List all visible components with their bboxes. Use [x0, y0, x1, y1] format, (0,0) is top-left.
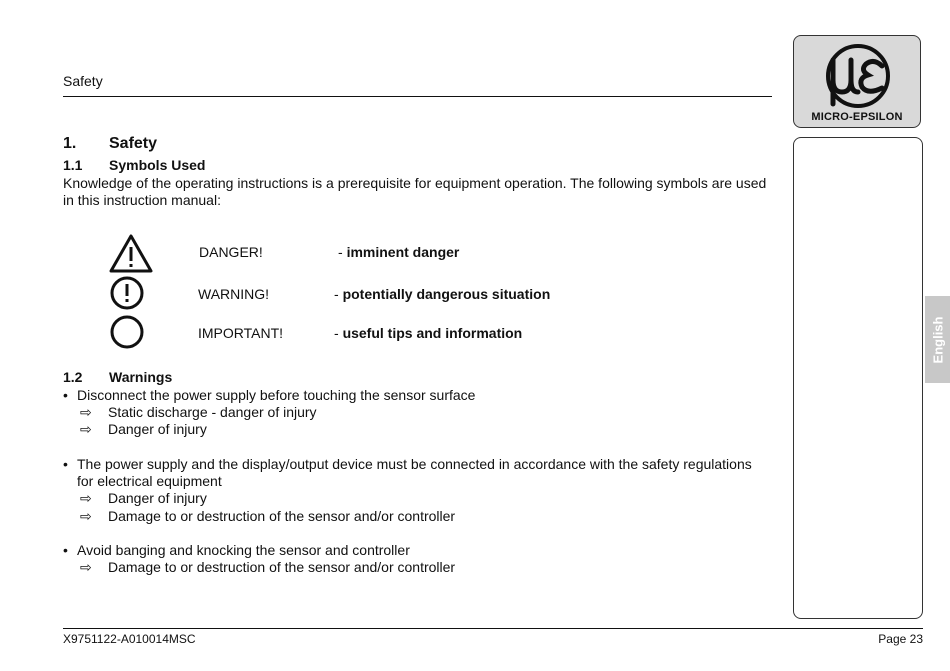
brand-logo	[793, 35, 921, 128]
symbol-description: - potentially dangerous situation	[334, 286, 551, 302]
document-id: X9751122-A010014MSC	[63, 632, 196, 646]
consequence-item: ⇨ Damage to or destruction of the sensor and/or controller	[80, 559, 456, 575]
chapter-title: Safety	[109, 135, 158, 152]
running-header: Safety	[63, 73, 103, 89]
warning-item: • The power supply and the display/output device must be connected in accordance with the safety regulations for electrical equipment	[63, 456, 752, 489]
arrow-right-icon: ⇨	[80, 508, 92, 524]
symbol-description: - useful tips and information	[334, 325, 523, 341]
section-title: Symbols Used	[109, 157, 206, 173]
empty-circle-icon	[110, 314, 144, 350]
consequence-item: ⇨ Damage to or destruction of the sensor and/or controller	[80, 508, 456, 524]
brand-name: MICRO-EPSILON	[811, 111, 903, 123]
warning-triangle-icon	[109, 233, 153, 273]
symbol-label: WARNING!	[198, 286, 270, 302]
bullet-icon: •	[63, 387, 68, 403]
language-tab[interactable]	[925, 296, 950, 383]
warning-item: • Avoid banging and knocking the sensor and controller	[63, 542, 410, 558]
exclamation-circle-icon	[110, 275, 144, 311]
header-divider	[63, 96, 772, 97]
side-panel	[793, 137, 923, 619]
consequence-item: ⇨ Static discharge - danger of injury	[80, 404, 317, 420]
symbol-row-important	[0, 314, 780, 354]
chapter-heading	[63, 135, 157, 153]
arrow-right-icon: ⇨	[80, 421, 92, 437]
consequence-item: ⇨ Danger of injury	[80, 490, 207, 506]
footer-divider	[63, 628, 923, 629]
symbol-row-warning	[0, 275, 780, 315]
section-number: 1.1	[63, 157, 83, 173]
symbol-description: - imminent danger	[338, 244, 460, 260]
symbol-row-danger	[0, 231, 780, 271]
arrow-right-icon: ⇨	[80, 490, 92, 506]
arrow-right-icon: ⇨	[80, 559, 92, 575]
bullet-icon: •	[63, 456, 68, 472]
warning-item: • Disconnect the power supply before touching the sensor surface	[63, 387, 476, 403]
bullet-icon: •	[63, 542, 68, 558]
language-tab-label: English	[930, 316, 945, 363]
section-title: Warnings	[109, 369, 173, 385]
chapter-number: 1.	[63, 135, 77, 152]
section-heading-1-1	[63, 157, 205, 173]
arrow-right-icon: ⇨	[80, 404, 92, 420]
section-heading-1-2	[63, 369, 172, 385]
symbol-label: IMPORTANT!	[198, 325, 284, 341]
consequence-item: ⇨ Danger of injury	[80, 421, 207, 437]
page-number: Page 23	[878, 632, 923, 646]
intro-paragraph: Knowledge of the operating instructions is a prerequisite for equipment operation. The following symbols are used in this instruction manual:	[63, 175, 767, 208]
section-number: 1.2	[63, 369, 83, 385]
symbol-label: DANGER!	[199, 244, 263, 260]
micro-epsilon-logo-icon	[802, 42, 914, 110]
